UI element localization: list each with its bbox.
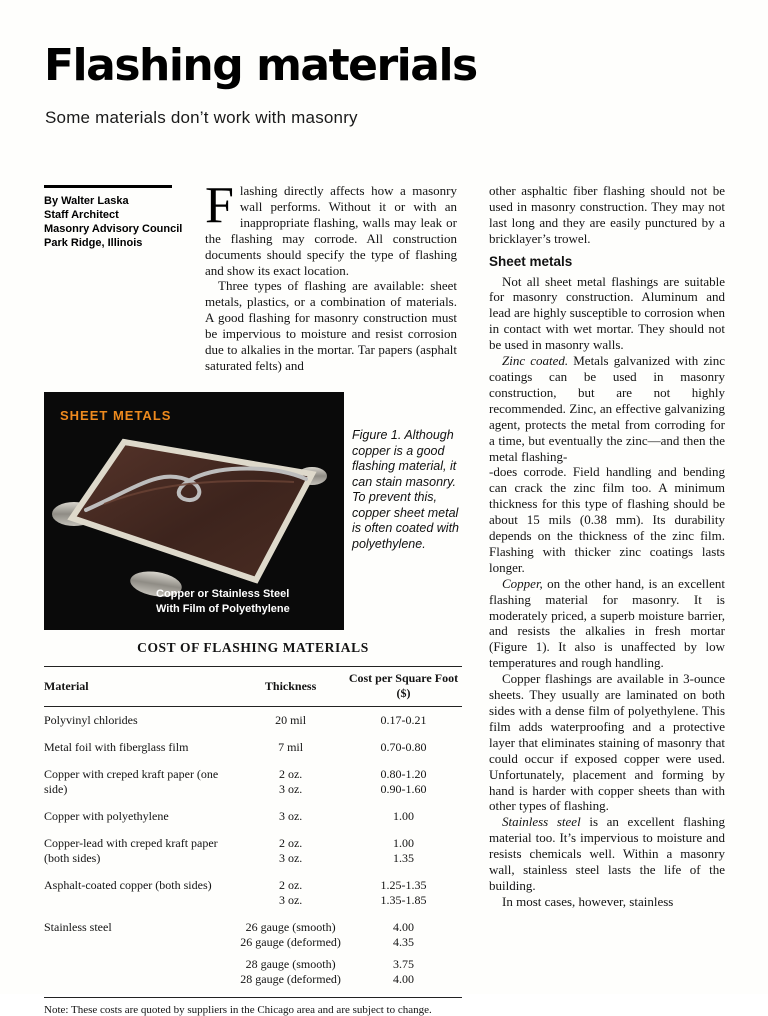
column-header-cost: Cost per Square Foot ($) xyxy=(345,667,462,707)
cell-cost: 1.25-1.35 1.35-1.85 xyxy=(380,878,427,907)
paragraph-text: Metals galvanized with zinc coatings can be used in masonry construction, but are not highly recommended. Zinc, an effective galvanizing agent, protects the metal from corroding for a time, but eventually the zinc—and then the metal flashing- xyxy=(489,353,726,464)
article-column-right xyxy=(489,183,725,910)
cell-thickness: 2 oz. 3 oz. xyxy=(278,878,303,907)
figure-inner-caption-line1: Copper or Stainless Steel xyxy=(156,588,290,600)
table-row xyxy=(44,707,462,735)
column-header-material: Material xyxy=(44,667,236,707)
cost-table-body xyxy=(44,707,462,994)
sheet-metals-illustration xyxy=(44,392,344,630)
table-row xyxy=(44,761,462,803)
paragraph-lead: Stainless steel xyxy=(502,814,581,830)
byline-rule xyxy=(44,185,172,188)
figure-inner-caption-line2: With Film of Polyethylene xyxy=(156,603,290,615)
table-row xyxy=(44,830,462,872)
paragraph xyxy=(489,353,725,464)
table-row xyxy=(44,803,462,830)
cell-material: Stainless steel xyxy=(44,920,112,934)
byline-line: Staff Architect xyxy=(44,209,119,221)
cell-material: Copper with polyethylene xyxy=(44,809,169,823)
cell-material: Polyvinyl chlorides xyxy=(44,713,138,727)
byline-line: Park Ridge, Illinois xyxy=(44,237,143,249)
table-row xyxy=(44,734,462,761)
paragraph-text: on the other hand, is an excellent flashing material for masonry. It is moderately priced, a superb moisture barrier, and resists the alkalies in fresh mortar (Figure 1). It also is unaffected by low temperatures and rough handling. xyxy=(489,575,725,671)
table-row xyxy=(44,914,462,993)
paragraph-lead: Copper, xyxy=(502,575,543,591)
paragraph-text: Three types of flashing are available: sheet metals, plastics, or a combination of materials. A good flashing for masonry construction must be impervious to moisture and resist corrosion due to alkalies in the mortar. Tar papers (asphalt saturated felts) and xyxy=(205,278,457,373)
table-note: Note: These costs are quoted by suppliers in the Chicago area and are subject to change. xyxy=(44,997,462,1016)
drop-cap: F xyxy=(205,177,234,234)
cell-thickness: 3 oz. xyxy=(278,809,303,823)
page-title: Flashing materials xyxy=(44,40,477,91)
paragraph xyxy=(489,894,725,910)
cell-cost: 0.17-0.21 xyxy=(380,713,427,727)
cell-thickness: 7 mil xyxy=(278,740,304,754)
paragraph xyxy=(489,183,725,247)
paragraph-text: -does corrode. Field handling and bending can crack the zinc film too. A minimum thickness for this type of flashing should be about 15 mils (0.38 mm). Its durability depends on the thickness of the zinc film. Flashing with thicker zinc coatings lasts longer. xyxy=(489,464,725,575)
byline xyxy=(44,185,194,250)
byline-line: By Walter Laska xyxy=(44,195,129,207)
cell-material: Asphalt-coated copper (both sides) xyxy=(44,878,212,892)
paragraph-text: lashing directly affects how a masonry wall performs. Without it or with an inappropriate flashing, walls may leak or the flashing may corrode. All construction documents should specify the type of flashing and show its exact location. xyxy=(205,183,457,278)
article-column-middle xyxy=(205,177,457,374)
paragraph-text: is an excellent flashing material too. It’s impervious to moisture and resists chemicals well. Within a masonry wall, stainless steel lasts the life of the building. xyxy=(489,814,725,893)
paragraph xyxy=(205,278,457,373)
cell-cost: 0.70-0.80 xyxy=(380,740,427,754)
paragraph xyxy=(489,464,725,575)
cell-thickness: 26 gauge (smooth) 26 gauge (deformed) 28 gauge (smooth) 28 gauge (deformed) xyxy=(240,920,341,986)
cost-table-section xyxy=(44,640,462,1016)
byline-line: Masonry Advisory Council xyxy=(44,223,183,235)
cell-thickness: 20 mil xyxy=(275,713,307,727)
paragraph xyxy=(489,814,725,894)
paragraph-text: other asphaltic fiber flashing should not be used in masonry construction. They may not last long and they are easily punctured by a bricklayer’s trowel. xyxy=(489,183,725,246)
paragraph xyxy=(489,576,725,671)
paragraph xyxy=(205,177,457,278)
paragraph xyxy=(489,671,725,814)
cell-material: Copper with creped kraft paper (one side) xyxy=(44,767,219,796)
figure-1-photo xyxy=(44,392,344,630)
table-header-row xyxy=(44,667,462,707)
paragraph-text: Copper flashings are available in 3-ounce sheets. They usually are laminated on both sides with a dense film of polyethylene. This film adds waterproofing and a protective layer that eliminates staining of masonry that could occur if exposed copper were used. Unfortunately, placement and forming by hand is harder with copper sheets than with other types of flashing. xyxy=(489,671,725,814)
cell-cost: 1.00 1.35 xyxy=(392,836,414,865)
cell-thickness: 2 oz. 3 oz. xyxy=(278,767,303,796)
table-title: COST OF FLASHING MATERIALS xyxy=(137,640,369,655)
paragraph xyxy=(489,274,725,354)
paragraph-lead: Zinc coated. xyxy=(502,353,569,369)
figure-label: SHEET METALS xyxy=(60,408,172,423)
paragraph-text: Not all sheet metal flashings are suitable for masonry construction. Aluminum and lead are highly susceptible to corrosion when in contact with wet mortar. They should not be used in masonry walls. xyxy=(489,273,725,353)
section-heading-sheet-metals: Sheet metals xyxy=(489,253,573,269)
paragraph-text: In most cases, however, stainless xyxy=(502,893,674,909)
cost-table xyxy=(44,666,462,993)
byline-lines xyxy=(44,194,194,250)
table-row xyxy=(44,872,462,914)
column-header-thickness: Thickness xyxy=(236,667,345,707)
figure-caption: Figure 1. Although copper is a good flashing material, it can stain masonry. To prevent this, copper sheet metal is often coated with polyethylene. xyxy=(352,428,460,551)
cell-material: Metal foil with fiberglass film xyxy=(44,740,189,754)
page-subtitle: Some materials don’t work with masonry xyxy=(45,108,358,127)
cell-cost: 0.80-1.20 0.90-1.60 xyxy=(380,767,427,796)
cell-cost: 1.00 xyxy=(392,809,414,823)
cell-cost: 4.00 4.35 3.75 4.00 xyxy=(392,920,414,986)
cell-thickness: 2 oz. 3 oz. xyxy=(278,836,303,865)
cell-material: Copper-lead with creped kraft paper (both sides) xyxy=(44,836,218,865)
